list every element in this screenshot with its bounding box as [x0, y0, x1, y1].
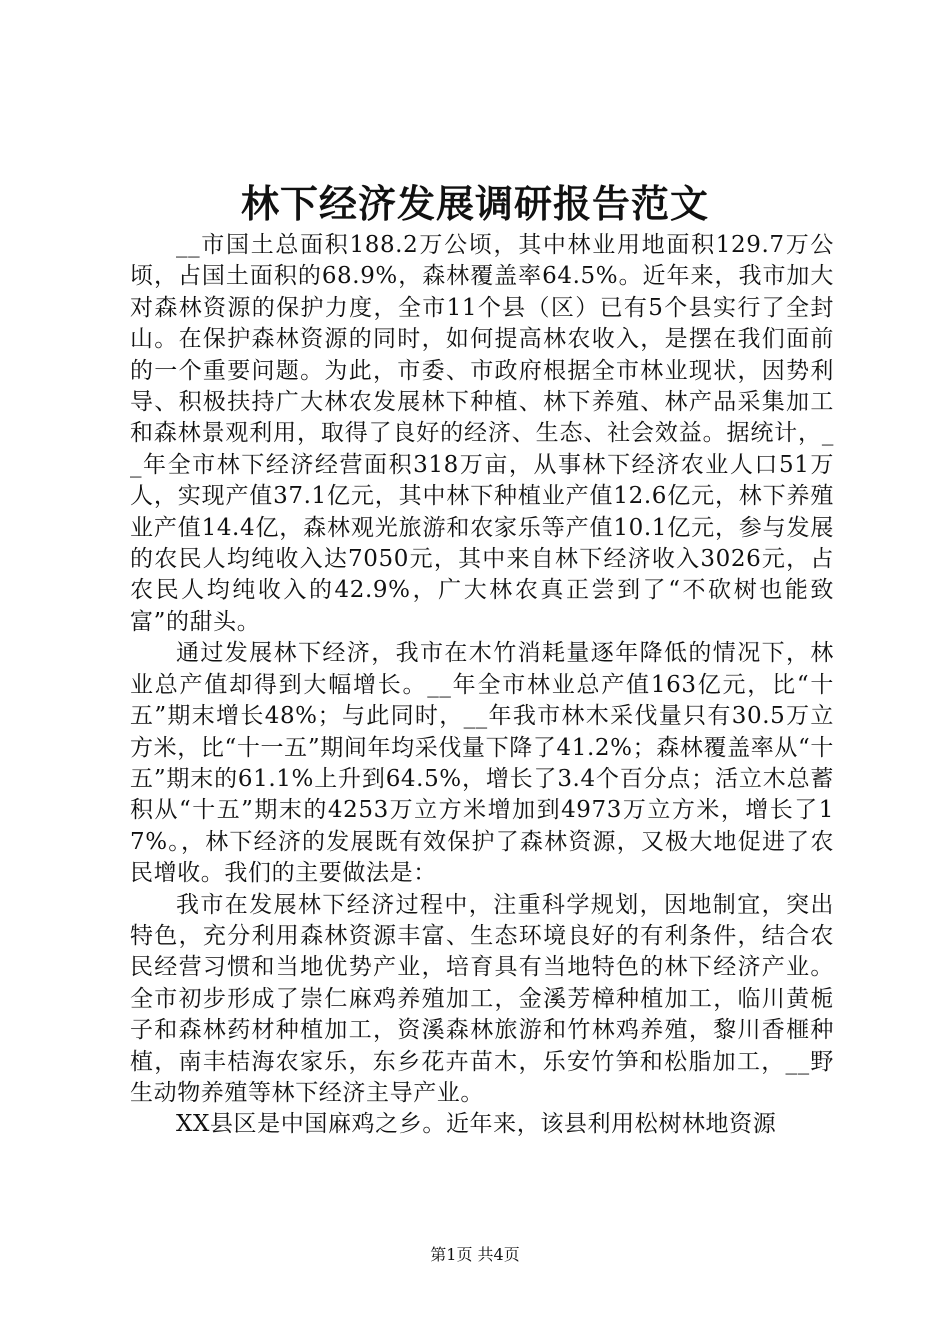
- document-title: 林下经济发展调研报告范文: [240, 181, 709, 226]
- paragraph-4: XX县区是中国麻鸡之乡。近年来，该县利用松树林地资源: [176, 1111, 777, 1138]
- paragraph-3: 我市在发展林下经济过程中，注重科学规划，因地制宜，突出特色，充分利用森林资源丰富、生态环境良好的有利条件，结合农民经营习惯和当地优势产业，培育具有当地特色的林下经济产业。全市初步形成了崇仁麻鸡养殖加工，金溪芳樟种植加工，临川黄栀子和森林药材种植加工，资溪森林旅游和竹林鸡养殖，黎川香榧种植，南丰桔海农家乐，东乡花卉苗木，乐安竹笋和松脂加工，__野生动物养殖等林下经济主导产业。: [130, 891, 834, 1106]
- paragraph-2: 通过发展林下经济，我市在木竹消耗量逐年降低的情况下，林业总产值却得到大幅增长。__年全市林业总产值163亿元，比“十五”期末增长48%；与此同时，__年我市林木采伐量只有30.5万立方米，比“十一五”期间年均采伐量下降了41.2%；森林覆盖率从“十五”期末的61.1%上升到64.5%，增长了3.4个百分点；活立木总蓄积从“十五”期末的4253万立方米增加到4973万立方米，增长了17%。，林下经济的发展既有效保护了森林资源，又极大地促进了农民增收。我们的主要做法是：: [130, 640, 834, 887]
- paragraph-1: __市国土总面积188.2万公顷，其中林业用地面积129.7万公顷，占国土面积的68.9%，森林覆盖率64.5%。近年来，我市加大对森林资源的保护力度，全市11个县（区）已有5个县实行了全封山。在保护森林资源的同时，如何提高林农收入，是摆在我们面前的一个重要问题。为此，市委、市政府根据全市林业现状，因势利导、积极扶持广大林农发展林下种植、林下养殖、林产品采集加工和森林景观利用，取得了良好的经济、生态、社会效益。据统计，__年全市林下经济经营面积318万亩，从事林下经济农业人口51万人，实现产值37.1亿元，其中林下种植业产值12.6亿元，林下养殖业产值14.4亿，森林观光旅游和农家乐等产值10.1亿元，参与发展的农民人均纯收入达7050元，其中来自林下经济收入3026元，占农民人均纯收入的42.9%，广大林农真正尝到了“不砍树也能致富”的甜头。: [130, 232, 834, 635]
- page-footer: 第1页 共4页: [430, 1245, 520, 1264]
- document-body: [130, 230, 834, 1141]
